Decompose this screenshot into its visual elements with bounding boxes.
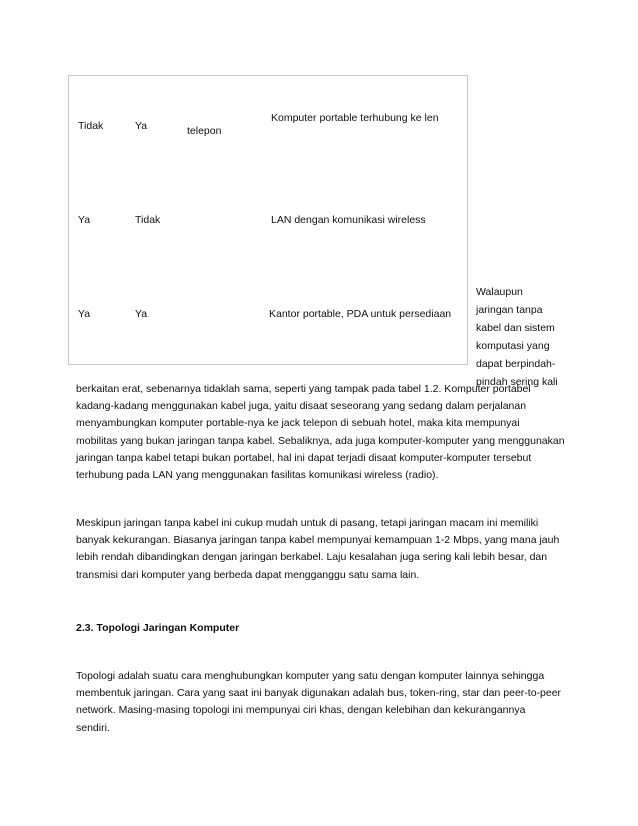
table-cell: Ya xyxy=(78,214,91,226)
table-cell: Kantor portable, PDA untuk persediaan xyxy=(269,308,452,320)
side-note-line: jaringan tanpa xyxy=(476,304,543,316)
paragraph-line: mobilitas yang bukan jaringan tanpa kabel. Sebaliknya, ada juga komputer-komputer yang menggunakan xyxy=(76,434,565,447)
paragraph-line: network. Masing-masing topologi ini mempunyai ciri khas, dengan kelebihan dan kekurangannya xyxy=(76,704,526,717)
body-paragraph xyxy=(76,668,566,737)
side-note-line: Walaupun xyxy=(476,286,523,298)
table-cell: telepon xyxy=(187,125,222,137)
paragraph-line: jaringan tanpa kabel tetapi bukan portabel, hal ini dapat terjadi disaat komputer-komputer tersebut xyxy=(76,451,532,464)
paragraph-line: transmisi dari komputer yang berbeda dapat mengganggu satu sama lain. xyxy=(76,568,420,581)
side-note-line: komputasi yang xyxy=(476,340,550,352)
paragraph-line: Topologi adalah suatu cara menghubungkan komputer yang satu dengan komputer lainnya sehingga xyxy=(76,670,545,682)
section-heading: 2.3. Topologi Jaringan Komputer xyxy=(76,622,240,634)
table-cell: Tidak xyxy=(135,214,161,226)
paragraph-line: banyak kekurangan. Biasanya jaringan tanpa kabel mempunyai kemampuan 1-2 Mbps, yang mana jauh xyxy=(76,534,560,547)
paragraph-line: Meskipun jaringan tanpa kabel ini cukup mudah untuk di pasang, tetapi jaringan macam ini memiliki xyxy=(76,517,539,529)
body-paragraph xyxy=(76,515,566,584)
paragraph-line: membentuk jaringan. Cara yang saat ini banyak digunakan adalah bus, token-ring, star dan peer-to-peer xyxy=(76,687,562,700)
paragraph-line: sendiri. xyxy=(76,721,110,734)
body-paragraph xyxy=(76,381,566,484)
table-cell: LAN dengan komunikasi wireless xyxy=(271,214,426,226)
table-cell: Tidak xyxy=(78,120,104,132)
paragraph-line: lebih rendah dibandingkan dengan jaringan berkabel. Laju kesalahan juga sering kali lebih besar, dan xyxy=(76,551,548,564)
table-cell: Ya xyxy=(78,308,91,320)
paragraph-line: berkaitan erat, sebenarnya tidaklah sama, seperti yang tampak pada tabel 1.2. Komputer portabel xyxy=(76,383,531,395)
paragraph-line: menyambungkan komputer portable-nya ke jack telepon di sebuah hotel, maka kita mempunyai xyxy=(76,417,520,430)
paragraph-line: terhubung pada LAN yang menggunakan fasilitas komunikasi wireless (radio). xyxy=(76,469,439,482)
side-note-line: dapat berpindah- xyxy=(476,358,556,370)
side-note-line: kabel dan sistem xyxy=(476,322,555,334)
mobility-table xyxy=(68,75,468,365)
table-cell: Ya xyxy=(135,120,148,132)
side-note xyxy=(476,283,576,391)
table-cell: Ya xyxy=(135,308,148,320)
table-cell: Komputer portable terhubung ke len xyxy=(271,112,439,124)
side-note-line: pindah sering kali xyxy=(476,376,558,388)
paragraph-line: kadang-kadang menggunakan kabel juga, yaitu disaat seseorang yang sedang dalam perjalanan xyxy=(76,400,527,413)
